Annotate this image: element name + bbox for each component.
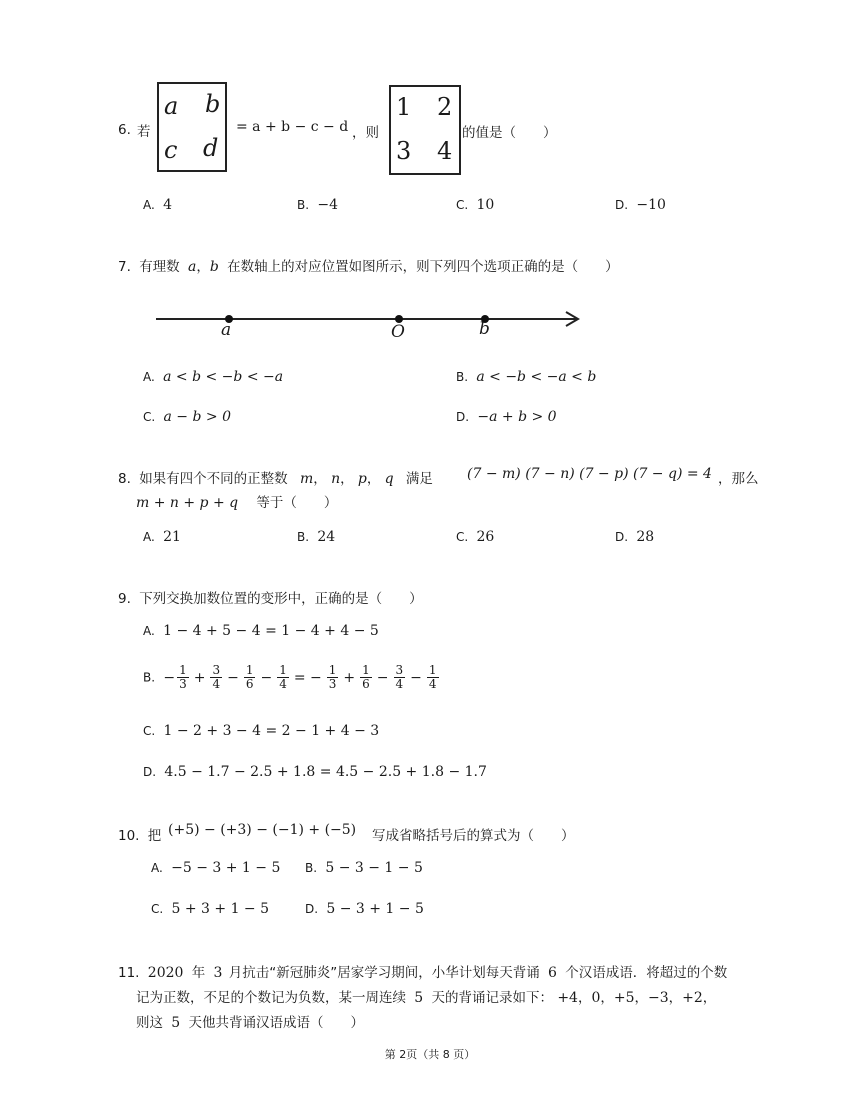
q11-sep: ， [577,990,592,1006]
option-value: a − b > 0 [163,409,231,425]
q11-year: 2020 [147,965,184,981]
q11-sep: ， [634,990,649,1006]
q11-line3b: 天他共背诵汉语成语（ ） [188,1015,365,1031]
option-value: −5 − 3 + 1 − 5 [171,860,281,876]
option-label: A. [143,624,155,638]
option-value: −a + b > 0 [477,409,557,425]
q9-number: 9. [118,591,131,607]
operator: + [343,669,356,686]
q11-month: 3 [213,965,223,981]
q6-matrix-1234 [389,85,461,175]
q8-number: 8. [118,471,131,487]
q8-var-n: n [331,471,341,487]
q8-option-b[interactable] [297,529,335,545]
option-value: 5 + 3 + 1 − 5 [171,901,270,917]
fraction: $\frac{1}{6}$ [245,663,254,691]
q7-stem [118,255,619,275]
option-value: 4 [163,197,173,213]
q9-option-a[interactable] [143,623,379,639]
option-label: B. [297,198,310,212]
option-value: 5 − 3 + 1 − 5 [326,901,424,917]
q9-option-d[interactable] [143,764,487,780]
option-label: D. [615,198,629,212]
q10-suffix: 写成省略括号后的算式为（ ） [372,828,575,844]
q6-matrix-3: 3 [396,137,412,165]
q8-option-c[interactable] [456,529,494,545]
q10-stem-start [118,824,161,844]
q11-sep: ， [702,990,717,1006]
q7-number-line [152,305,592,345]
number-line-label-o: O [391,322,405,342]
q8-option-a[interactable] [143,529,181,545]
q6-matrix-abcd [157,82,227,172]
q7-stem-after: 在数轴上的对应位置如图所示，则下列四个选项正确的是（ ） [227,259,619,275]
q6-matrix-c: c [164,136,178,164]
option-value: 21 [163,529,181,545]
option-value: −4 [317,197,338,213]
q9-stem-text: 下列交换加数位置的变形中，正确的是（ ） [139,591,423,607]
q6-prefix: 若 [137,124,151,140]
fraction: $\frac{1}{3}$ [328,663,337,691]
option-label: B. [456,370,469,384]
q6-number: 6. [118,122,131,138]
q11-t2: 月抗击“新冠肺炎”居家学习期间，小华计划每天背诵 [228,965,540,981]
option-value: 5 − 3 − 1 − 5 [325,860,423,876]
q6-option-d[interactable] [615,197,666,213]
option-label: C. [143,410,156,424]
q6-matrix-a: a [164,92,179,120]
q11-record: +2 [682,990,703,1006]
q6-option-b[interactable] [297,197,338,213]
q10-prefix: 把 [147,828,162,844]
q11-t1: 年 [191,965,206,981]
q8-satisfy: 满足 [405,471,433,487]
q11-line2a: 记为正数，不足的个数记为负数，某一周连续 [136,990,406,1006]
q7-option-a[interactable] [143,369,283,385]
option-value: 24 [317,529,336,545]
page-footer: 第 2页（共 8 页） [384,1048,476,1061]
q11-sep: ， [600,990,614,1006]
q6-matrix-4: 4 [437,137,453,165]
option-label: B. [143,670,156,685]
q8-var-q: q [384,471,394,487]
q11-line3 [136,1011,364,1031]
q8-sep: ， [340,471,354,487]
q6-option-c[interactable] [456,197,494,213]
q11-number: 11. [118,965,140,981]
operator: − [260,669,273,686]
fraction: $\frac{3}{4}$ [395,663,404,691]
option-value: a < b < −b < −a [163,369,284,385]
q8-equals: 等于（ ） [256,495,338,511]
q9-option-b[interactable] [143,664,440,691]
q6-definition: = a + b − c − d [236,119,349,135]
q6-matrix-b: b [205,90,221,118]
q8-option-d[interactable] [615,529,654,545]
option-label: C. [143,724,156,738]
q7-option-b[interactable] [456,369,596,385]
option-label: B. [297,530,310,544]
q11-days2: 5 [171,1015,181,1031]
option-value: 10 [476,197,495,213]
q6-option-a[interactable] [143,197,172,213]
q6-then: ，则 [352,125,379,141]
q8-var-m: m [299,471,314,487]
q7-number: 7. [118,259,131,275]
q11-days: 5 [414,990,424,1006]
q8-sep: ， [313,471,327,487]
option-value: 1 − 2 + 3 − 4 = 2 − 1 + 4 − 3 [163,723,380,739]
q8-equation: (7 − m) (7 − n) (7 − p) (7 − q) = 4 [467,466,712,482]
q10-option-a[interactable] [151,860,280,876]
option-label: A. [143,530,155,544]
fraction: $\frac{1}{6}$ [362,663,370,691]
operator: − [376,669,389,686]
number-line-label-b: b [479,319,490,339]
q7-var-b: b [209,259,219,275]
q11-count: 6 [548,965,557,981]
option-value: 28 [636,529,655,545]
q7-option-d[interactable] [456,409,557,425]
q8-sep: ， [366,471,381,487]
q9-option-c[interactable] [143,723,379,739]
option-label: A. [143,370,155,384]
option-label: A. [151,861,163,875]
q8-var-p: p [357,471,367,487]
q11-record: −3 [648,990,669,1006]
number-line-label-a: a [221,320,232,340]
q7-comma: ， [196,259,210,275]
q8-stem-line2 [136,491,337,511]
lead-sign: − [163,669,176,686]
q11-sep: ， [668,990,683,1006]
q7-option-c[interactable] [143,409,231,425]
option-value: a < −b < −a < b [476,369,597,385]
q6-matrix-d: d [203,134,219,162]
operator: − [227,669,239,686]
q11-t3: 个汉语成语．将超过的个数 [565,965,728,981]
fraction: $\frac{3}{4}$ [212,663,221,691]
q9-stem [118,587,423,607]
option-label: D. [615,530,629,544]
q10-option-c[interactable] [151,901,269,917]
q7-stem-before: 有理数 [139,259,180,275]
option-label: D. [456,410,470,424]
q6-matrix-1: 1 [396,93,412,121]
q10-option-d[interactable] [305,901,424,917]
q10-option-b[interactable] [305,860,423,876]
q11-line1 [118,961,727,981]
q10-expression: (+5) − (+3) − (−1) + (−5) [168,822,357,838]
option-label: D. [305,902,319,916]
q11-record: +4 [557,990,578,1006]
q11-record: 0 [591,990,601,1006]
q6-matrix-2: 2 [437,93,453,121]
operator: − [410,669,422,686]
q11-line3a: 则这 [136,1015,163,1031]
q11-line2b: 天的背诵记录如下： [431,990,554,1006]
q8-sum: m + n + p + q [136,495,239,511]
fraction: $\frac{1}{4}$ [279,663,287,691]
q11-record: +5 [613,990,635,1006]
q7-var-a: a [187,259,197,275]
option-label: A. [143,198,155,212]
option-value: 1 − 4 + 5 − 4 = 1 − 4 + 4 − 5 [163,623,379,639]
fraction: $\frac{1}{3}$ [179,663,187,691]
fraction: $\frac{1}{4}$ [428,663,437,691]
option-label: C. [151,902,164,916]
option-value: −10 [636,197,666,213]
operator: + [193,669,206,686]
q8-stem-line1 [118,467,433,487]
q8-stem-before: 如果有四个不同的正整数 [139,471,288,487]
equals-sign: = − [293,669,322,686]
option-label: C. [456,530,469,544]
option-label: B. [305,861,318,875]
q8-then: ，那么 [718,471,759,487]
q6-suffix: 的值是（ ） [462,125,557,141]
option-value: 26 [476,529,495,545]
q10-number: 10. [118,828,140,844]
option-value: 4.5 − 1.7 − 2.5 + 1.8 = 4.5 − 2.5 + 1.8 − 1.7 [164,764,487,780]
q11-line2 [136,986,716,1006]
option-label: C. [456,198,469,212]
option-label: D. [143,765,157,779]
